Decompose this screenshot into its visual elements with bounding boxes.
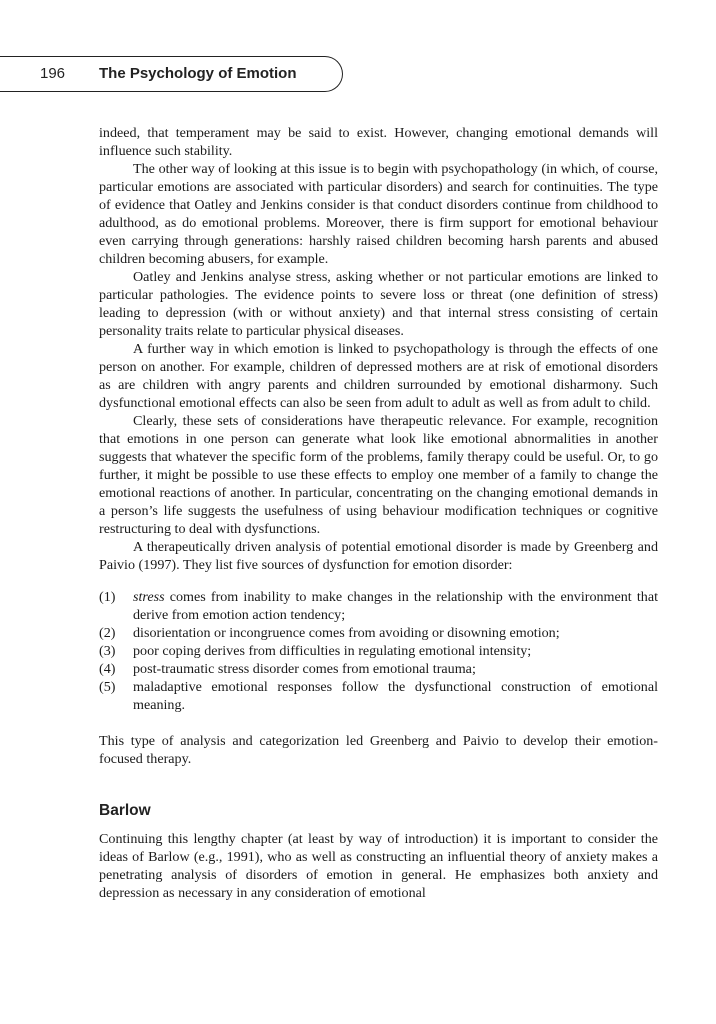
list-text: poor coping derives from difficulties in regulating emotional intensity; <box>133 643 532 659</box>
list-item <box>99 660 658 678</box>
list-number: (5) <box>99 679 116 695</box>
paragraph: The other way of looking at this issue is to begin with psychopathology (in which, of course, particular emotions are associated with particular disorders) and search for continuities. The type of evidence that Oatley and Jenkins consider is that conduct disorders continue from childhood to adulthood, as do emotional problems. Moreover, there is firm support for emotional behaviour even carrying through generations: harshly raised children becoming harsh parents and abused children becoming abusers, for example. <box>99 161 658 267</box>
list-number: (2) <box>99 625 116 641</box>
paragraph: A further way in which emotion is linked to psychopathology is through the effects of one person on another. For example, children of depressed mothers are at risk of emotional disorders as are children with angry parents and children surrounded by emotional disharmony. Such dysfunctional emotional effects can also be seen from adult to adult as well as from adult to child. <box>99 341 658 411</box>
list-text: comes from inability to make changes in the relationship with the environment that derive from emotion action tendency; <box>133 589 658 623</box>
page-number: 196 <box>40 65 66 82</box>
list-number: (1) <box>99 589 116 605</box>
list-text: post-traumatic stress disorder comes from emotional trauma; <box>133 661 476 677</box>
list-item <box>99 588 658 624</box>
body-text <box>99 124 658 902</box>
section-heading: Barlow <box>99 802 151 819</box>
list-item <box>99 624 658 642</box>
paragraph: Continuing this lengthy chapter (at least by way of introduction) it is important to consider the ideas of Barlow (e.g., 1991), who as well as constructing an influential theory of anxiety makes a penetrating analysis of disorders of emotion in general. He emphasizes both anxiety and depression as necessary in any consideration of emotional <box>99 831 658 901</box>
dysfunction-list <box>99 588 658 714</box>
paragraph: Oatley and Jenkins analyse stress, asking whether or not particular emotions are linked to particular pathologies. The evidence points to severe loss or threat (one definition of stress) leading to depression (with or without anxiety) and that internal stress consisting of certain personality traits relate to particular physical diseases. <box>99 269 658 339</box>
list-number: (4) <box>99 661 116 677</box>
running-title: The Psychology of Emotion <box>99 65 297 82</box>
paragraph: Clearly, these sets of considerations have therapeutic relevance. For example, recognition that emotions in one person can generate what look like emotional abnormalities in another suggests that whatever the specific form of the problems, family therapy could be useful. Or, to go further, it might be possible to use these effects to employ one member of a family to change the emotional reactions of another. In particular, concentrating on the changing emotional demands in a person’s life suggests the usefulness of using behaviour modification techniques or cognitive restructuring to deal with dysfunctions. <box>99 413 658 537</box>
paragraph: This type of analysis and categorization led Greenberg and Paivio to develop their emotion-focused therapy. <box>99 733 658 767</box>
list-number: (3) <box>99 643 116 659</box>
list-text: maladaptive emotional responses follow the dysfunctional construction of emotional meaning. <box>133 679 658 713</box>
paragraph: A therapeutically driven analysis of potential emotional disorder is made by Greenberg and Paivio (1997). They list five sources of dysfunction for emotion disorder: <box>99 539 658 573</box>
paragraph: indeed, that temperament may be said to exist. However, changing emotional demands will influence such stability. <box>99 125 658 159</box>
list-text: disorientation or incongruence comes from avoiding or disowning emotion; <box>133 625 560 641</box>
list-item <box>99 642 658 660</box>
running-header <box>0 56 343 92</box>
list-emphasis: stress <box>133 589 165 605</box>
list-item <box>99 678 658 714</box>
